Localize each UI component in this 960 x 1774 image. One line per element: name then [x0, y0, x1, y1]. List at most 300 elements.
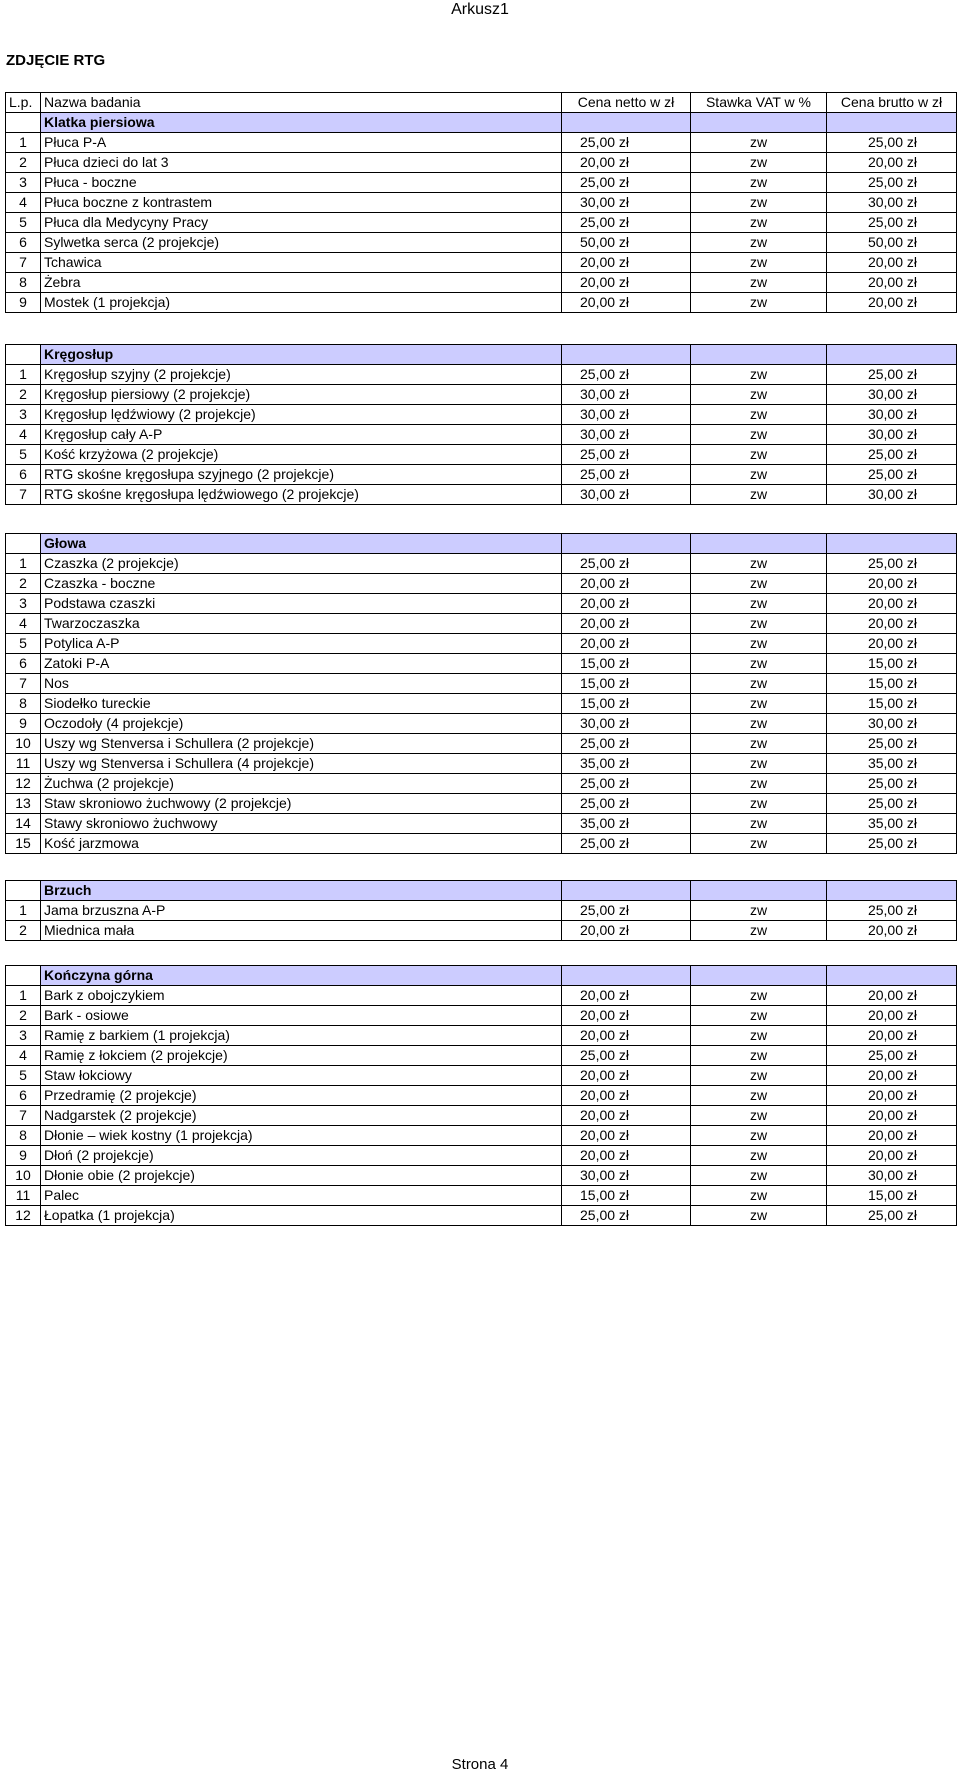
row-net-price: 15,00 zł — [562, 694, 691, 714]
row-lp: 1 — [6, 986, 41, 1006]
row-lp: 11 — [6, 1186, 41, 1206]
section-title: Głowa — [41, 534, 562, 554]
row-gross-price: 25,00 zł — [827, 173, 957, 193]
table-row — [6, 674, 957, 694]
row-lp: 12 — [6, 1206, 41, 1226]
table-row — [6, 1066, 957, 1086]
section-title: Kończyna górna — [41, 966, 562, 986]
row-lp: 5 — [6, 213, 41, 233]
section-vat-cell — [691, 966, 827, 986]
row-vat-rate: zw — [691, 921, 827, 941]
table-row — [6, 574, 957, 594]
section-gross-cell — [827, 966, 957, 986]
table-row — [6, 465, 957, 485]
table-row — [6, 901, 957, 921]
row-name: RTG skośne kręgosłupa lędźwiowego (2 projekcje) — [41, 485, 562, 505]
table-row — [6, 694, 957, 714]
row-gross-price: 30,00 zł — [827, 405, 957, 425]
row-net-price: 20,00 zł — [562, 1066, 691, 1086]
row-gross-price: 25,00 zł — [827, 834, 957, 854]
row-lp: 4 — [6, 193, 41, 213]
row-vat-rate: zw — [691, 1046, 827, 1066]
row-name: Kręgosłup piersiowy (2 projekcje) — [41, 385, 562, 405]
row-name: Czaszka - boczne — [41, 574, 562, 594]
row-name: Płuca dla Medycyny Pracy — [41, 213, 562, 233]
header-lp: L.p. — [6, 93, 41, 113]
row-gross-price: 30,00 zł — [827, 385, 957, 405]
row-gross-price: 25,00 zł — [827, 213, 957, 233]
row-vat-rate: zw — [691, 193, 827, 213]
row-vat-rate: zw — [691, 794, 827, 814]
row-gross-price: 20,00 zł — [827, 574, 957, 594]
row-gross-price: 25,00 zł — [827, 133, 957, 153]
row-lp: 4 — [6, 425, 41, 445]
row-vat-rate: zw — [691, 233, 827, 253]
row-name: Kręgosłup lędźwiowy (2 projekcje) — [41, 405, 562, 425]
row-gross-price: 50,00 zł — [827, 233, 957, 253]
table-row — [6, 614, 957, 634]
row-name: Twarzoczaszka — [41, 614, 562, 634]
row-vat-rate: zw — [691, 425, 827, 445]
table-row — [6, 445, 957, 465]
row-vat-rate: zw — [691, 554, 827, 574]
table-row — [6, 253, 957, 273]
row-net-price: 20,00 zł — [562, 1126, 691, 1146]
section-gross-cell — [827, 534, 957, 554]
row-name: Dłoń (2 projekcje) — [41, 1146, 562, 1166]
row-gross-price: 20,00 zł — [827, 1066, 957, 1086]
row-net-price: 20,00 zł — [562, 614, 691, 634]
row-lp: 8 — [6, 273, 41, 293]
row-net-price: 25,00 zł — [562, 445, 691, 465]
row-gross-price: 25,00 zł — [827, 794, 957, 814]
table-row — [6, 594, 957, 614]
row-name: Ramię z barkiem (1 projekcja) — [41, 1026, 562, 1046]
row-net-price: 20,00 zł — [562, 1146, 691, 1166]
row-lp: 9 — [6, 1146, 41, 1166]
table-header-row — [6, 93, 957, 113]
row-gross-price: 25,00 zł — [827, 1206, 957, 1226]
table-row — [6, 1126, 957, 1146]
row-vat-rate: zw — [691, 1186, 827, 1206]
row-vat-rate: zw — [691, 405, 827, 425]
row-name: Ramię z łokciem (2 projekcje) — [41, 1046, 562, 1066]
row-name: Żebra — [41, 273, 562, 293]
table-row — [6, 654, 957, 674]
row-lp: 5 — [6, 1066, 41, 1086]
row-vat-rate: zw — [691, 834, 827, 854]
section-table — [5, 344, 957, 505]
row-net-price: 20,00 zł — [562, 634, 691, 654]
section-lp-cell — [6, 881, 41, 901]
row-lp: 5 — [6, 634, 41, 654]
row-vat-rate: zw — [691, 774, 827, 794]
row-gross-price: 20,00 zł — [827, 273, 957, 293]
row-lp: 1 — [6, 365, 41, 385]
row-name: Tchawica — [41, 253, 562, 273]
row-net-price: 30,00 zł — [562, 385, 691, 405]
table-row — [6, 213, 957, 233]
row-lp: 2 — [6, 153, 41, 173]
row-name: Oczodoły (4 projekcje) — [41, 714, 562, 734]
row-name: Miednica mała — [41, 921, 562, 941]
section-lp-cell — [6, 113, 41, 133]
row-lp: 5 — [6, 445, 41, 465]
table-row — [6, 1086, 957, 1106]
row-name: Kręgosłup cały A-P — [41, 425, 562, 445]
section-vat-cell — [691, 534, 827, 554]
row-lp: 8 — [6, 694, 41, 714]
row-gross-price: 20,00 zł — [827, 634, 957, 654]
row-lp: 7 — [6, 1106, 41, 1126]
row-gross-price: 35,00 zł — [827, 814, 957, 834]
row-gross-price: 20,00 zł — [827, 1086, 957, 1106]
row-gross-price: 20,00 zł — [827, 253, 957, 273]
row-name: Żuchwa (2 projekcje) — [41, 774, 562, 794]
row-name: Uszy wg Stenversa i Schullera (4 projekcje) — [41, 754, 562, 774]
table-row — [6, 385, 957, 405]
section-vat-cell — [691, 345, 827, 365]
section-title: Kręgosłup — [41, 345, 562, 365]
row-net-price: 25,00 zł — [562, 173, 691, 193]
row-name: Kręgosłup szyjny (2 projekcje) — [41, 365, 562, 385]
row-net-price: 30,00 zł — [562, 405, 691, 425]
table-row — [6, 1046, 957, 1066]
section-vat-cell — [691, 113, 827, 133]
row-vat-rate: zw — [691, 574, 827, 594]
row-gross-price: 25,00 zł — [827, 445, 957, 465]
row-lp: 7 — [6, 253, 41, 273]
row-lp: 1 — [6, 554, 41, 574]
section-title: Klatka piersiowa — [41, 113, 562, 133]
section-gross-cell — [827, 345, 957, 365]
table-row — [6, 1026, 957, 1046]
row-net-price: 30,00 zł — [562, 485, 691, 505]
section-header-row — [6, 345, 957, 365]
row-gross-price: 20,00 zł — [827, 614, 957, 634]
row-net-price: 30,00 zł — [562, 193, 691, 213]
row-net-price: 25,00 zł — [562, 554, 691, 574]
row-vat-rate: zw — [691, 1126, 827, 1146]
row-lp: 10 — [6, 1166, 41, 1186]
section-net-cell — [562, 881, 691, 901]
table-row — [6, 634, 957, 654]
section-gross-cell — [827, 881, 957, 901]
row-gross-price: 30,00 zł — [827, 1166, 957, 1186]
section-header-row — [6, 966, 957, 986]
table-row — [6, 814, 957, 834]
row-net-price: 20,00 zł — [562, 273, 691, 293]
row-net-price: 25,00 zł — [562, 794, 691, 814]
row-lp: 3 — [6, 594, 41, 614]
section-lp-cell — [6, 534, 41, 554]
row-name: Płuca dzieci do lat 3 — [41, 153, 562, 173]
row-vat-rate: zw — [691, 365, 827, 385]
row-name: Staw skroniowo żuchwowy (2 projekcje) — [41, 794, 562, 814]
row-lp: 6 — [6, 1086, 41, 1106]
row-gross-price: 25,00 zł — [827, 465, 957, 485]
row-gross-price: 35,00 zł — [827, 754, 957, 774]
table-row — [6, 365, 957, 385]
section-header-row — [6, 534, 957, 554]
row-vat-rate: zw — [691, 814, 827, 834]
row-lp: 3 — [6, 405, 41, 425]
row-net-price: 25,00 zł — [562, 901, 691, 921]
row-net-price: 15,00 zł — [562, 1186, 691, 1206]
row-gross-price: 15,00 zł — [827, 654, 957, 674]
row-lp: 2 — [6, 921, 41, 941]
row-lp: 2 — [6, 385, 41, 405]
row-lp: 15 — [6, 834, 41, 854]
row-vat-rate: zw — [691, 173, 827, 193]
row-vat-rate: zw — [691, 1026, 827, 1046]
table-row — [6, 173, 957, 193]
row-vat-rate: zw — [691, 694, 827, 714]
row-net-price: 25,00 zł — [562, 1206, 691, 1226]
table-row — [6, 273, 957, 293]
row-net-price: 30,00 zł — [562, 425, 691, 445]
row-vat-rate: zw — [691, 1106, 827, 1126]
section-lp-cell — [6, 345, 41, 365]
table-row — [6, 133, 957, 153]
row-gross-price: 25,00 zł — [827, 774, 957, 794]
row-gross-price: 25,00 zł — [827, 365, 957, 385]
row-name: Kość krzyżowa (2 projekcje) — [41, 445, 562, 465]
row-net-price: 50,00 zł — [562, 233, 691, 253]
row-lp: 7 — [6, 485, 41, 505]
row-net-price: 20,00 zł — [562, 1006, 691, 1026]
row-name: Czaszka (2 projekcje) — [41, 554, 562, 574]
row-net-price: 25,00 zł — [562, 213, 691, 233]
table-row — [6, 834, 957, 854]
row-name: Łopatka (1 projekcja) — [41, 1206, 562, 1226]
row-vat-rate: zw — [691, 734, 827, 754]
table-row — [6, 1166, 957, 1186]
row-vat-rate: zw — [691, 253, 827, 273]
row-name: Zatoki P-A — [41, 654, 562, 674]
row-net-price: 20,00 zł — [562, 986, 691, 1006]
row-net-price: 25,00 zł — [562, 465, 691, 485]
row-net-price: 20,00 zł — [562, 921, 691, 941]
row-lp: 11 — [6, 754, 41, 774]
row-net-price: 30,00 zł — [562, 1166, 691, 1186]
row-gross-price: 15,00 zł — [827, 1186, 957, 1206]
row-net-price: 35,00 zł — [562, 754, 691, 774]
row-vat-rate: zw — [691, 465, 827, 485]
row-lp: 12 — [6, 774, 41, 794]
table-row — [6, 1146, 957, 1166]
section-table — [5, 92, 957, 313]
section-vat-cell — [691, 881, 827, 901]
row-name: Mostek (1 projekcja) — [41, 293, 562, 313]
row-lp: 7 — [6, 674, 41, 694]
row-net-price: 20,00 zł — [562, 153, 691, 173]
row-lp: 8 — [6, 1126, 41, 1146]
row-gross-price: 30,00 zł — [827, 425, 957, 445]
row-net-price: 25,00 zł — [562, 365, 691, 385]
section-gross-cell — [827, 113, 957, 133]
row-vat-rate: zw — [691, 634, 827, 654]
row-vat-rate: zw — [691, 1006, 827, 1026]
table-row — [6, 1206, 957, 1226]
row-lp: 4 — [6, 1046, 41, 1066]
table-row — [6, 986, 957, 1006]
row-lp: 6 — [6, 465, 41, 485]
row-vat-rate: zw — [691, 293, 827, 313]
row-gross-price: 25,00 zł — [827, 1046, 957, 1066]
row-name: Potylica A-P — [41, 634, 562, 654]
row-gross-price: 30,00 zł — [827, 714, 957, 734]
table-row — [6, 774, 957, 794]
row-name: Płuca P-A — [41, 133, 562, 153]
table-row — [6, 554, 957, 574]
row-gross-price: 15,00 zł — [827, 674, 957, 694]
header-net: Cena netto w zł — [562, 93, 691, 113]
row-lp: 9 — [6, 714, 41, 734]
row-vat-rate: zw — [691, 674, 827, 694]
row-lp: 1 — [6, 133, 41, 153]
row-net-price: 20,00 zł — [562, 1106, 691, 1126]
table-row — [6, 405, 957, 425]
row-net-price: 20,00 zł — [562, 1026, 691, 1046]
section-net-cell — [562, 113, 691, 133]
row-vat-rate: zw — [691, 1066, 827, 1086]
row-vat-rate: zw — [691, 445, 827, 465]
row-vat-rate: zw — [691, 986, 827, 1006]
section-net-cell — [562, 534, 691, 554]
row-lp: 1 — [6, 901, 41, 921]
section-lp-cell — [6, 966, 41, 986]
row-lp: 10 — [6, 734, 41, 754]
table-row — [6, 153, 957, 173]
row-vat-rate: zw — [691, 714, 827, 734]
table-row — [6, 734, 957, 754]
row-lp: 2 — [6, 1006, 41, 1026]
row-name: Jama brzuszna A-P — [41, 901, 562, 921]
row-gross-price: 20,00 zł — [827, 986, 957, 1006]
row-gross-price: 20,00 zł — [827, 1126, 957, 1146]
row-vat-rate: zw — [691, 1086, 827, 1106]
row-lp: 6 — [6, 654, 41, 674]
row-net-price: 25,00 zł — [562, 734, 691, 754]
row-vat-rate: zw — [691, 1146, 827, 1166]
row-name: Płuca - boczne — [41, 173, 562, 193]
row-net-price: 35,00 zł — [562, 814, 691, 834]
row-name: Siodełko tureckie — [41, 694, 562, 714]
row-lp: 6 — [6, 233, 41, 253]
section-table — [5, 965, 957, 1226]
row-net-price: 25,00 zł — [562, 1046, 691, 1066]
section-title: Brzuch — [41, 881, 562, 901]
document-title: ZDJĘCIE RTG — [6, 52, 106, 69]
row-name: Stawy skroniowo żuchwowy — [41, 814, 562, 834]
table-row — [6, 293, 957, 313]
section-net-cell — [562, 345, 691, 365]
table-row — [6, 233, 957, 253]
header-gross: Cena brutto w zł — [827, 93, 957, 113]
row-gross-price: 20,00 zł — [827, 1146, 957, 1166]
row-gross-price: 30,00 zł — [827, 193, 957, 213]
row-net-price: 15,00 zł — [562, 674, 691, 694]
table-row — [6, 921, 957, 941]
table-row — [6, 714, 957, 734]
row-gross-price: 25,00 zł — [827, 901, 957, 921]
table-row — [6, 754, 957, 774]
row-vat-rate: zw — [691, 1206, 827, 1226]
row-vat-rate: zw — [691, 654, 827, 674]
section-header-row — [6, 113, 957, 133]
row-gross-price: 20,00 zł — [827, 1026, 957, 1046]
row-gross-price: 25,00 zł — [827, 554, 957, 574]
row-net-price: 20,00 zł — [562, 253, 691, 273]
row-lp: 3 — [6, 173, 41, 193]
header-name: Nazwa badania — [41, 93, 562, 113]
row-name: Staw łokciowy — [41, 1066, 562, 1086]
row-lp: 4 — [6, 614, 41, 634]
row-gross-price: 30,00 zł — [827, 485, 957, 505]
row-lp: 9 — [6, 293, 41, 313]
row-net-price: 20,00 zł — [562, 293, 691, 313]
sheet-title: Arkusz1 — [451, 1, 509, 18]
page-footer: Strona 4 — [451, 1756, 509, 1773]
row-gross-price: 20,00 zł — [827, 153, 957, 173]
row-name: Podstawa czaszki — [41, 594, 562, 614]
row-gross-price: 25,00 zł — [827, 734, 957, 754]
table-row — [6, 425, 957, 445]
row-vat-rate: zw — [691, 901, 827, 921]
row-gross-price: 20,00 zł — [827, 293, 957, 313]
row-name: Płuca boczne z kontrastem — [41, 193, 562, 213]
row-net-price: 20,00 zł — [562, 594, 691, 614]
row-vat-rate: zw — [691, 485, 827, 505]
section-net-cell — [562, 966, 691, 986]
row-name: RTG skośne kręgosłupa szyjnego (2 projekcje) — [41, 465, 562, 485]
header-vat: Stawka VAT w % — [691, 93, 827, 113]
table-row — [6, 1006, 957, 1026]
row-net-price: 15,00 zł — [562, 654, 691, 674]
row-name: Dłonie obie (2 projekcje) — [41, 1166, 562, 1186]
row-vat-rate: zw — [691, 213, 827, 233]
row-vat-rate: zw — [691, 133, 827, 153]
row-vat-rate: zw — [691, 594, 827, 614]
row-name: Uszy wg Stenversa i Schullera (2 projekcje) — [41, 734, 562, 754]
table-row — [6, 1186, 957, 1206]
row-net-price: 20,00 zł — [562, 1086, 691, 1106]
section-table — [5, 880, 957, 941]
row-lp: 13 — [6, 794, 41, 814]
row-vat-rate: zw — [691, 614, 827, 634]
row-name: Sylwetka serca (2 projekcje) — [41, 233, 562, 253]
row-vat-rate: zw — [691, 273, 827, 293]
row-vat-rate: zw — [691, 385, 827, 405]
row-name: Przedramię (2 projekcje) — [41, 1086, 562, 1106]
row-name: Bark z obojczykiem — [41, 986, 562, 1006]
row-gross-price: 20,00 zł — [827, 1106, 957, 1126]
row-net-price: 30,00 zł — [562, 714, 691, 734]
section-table — [5, 533, 957, 854]
table-row — [6, 193, 957, 213]
table-row — [6, 485, 957, 505]
row-gross-price: 20,00 zł — [827, 1006, 957, 1026]
row-net-price: 25,00 zł — [562, 133, 691, 153]
row-gross-price: 20,00 zł — [827, 921, 957, 941]
row-lp: 3 — [6, 1026, 41, 1046]
row-lp: 14 — [6, 814, 41, 834]
table-row — [6, 794, 957, 814]
row-net-price: 25,00 zł — [562, 834, 691, 854]
row-name: Bark - osiowe — [41, 1006, 562, 1026]
row-vat-rate: zw — [691, 754, 827, 774]
